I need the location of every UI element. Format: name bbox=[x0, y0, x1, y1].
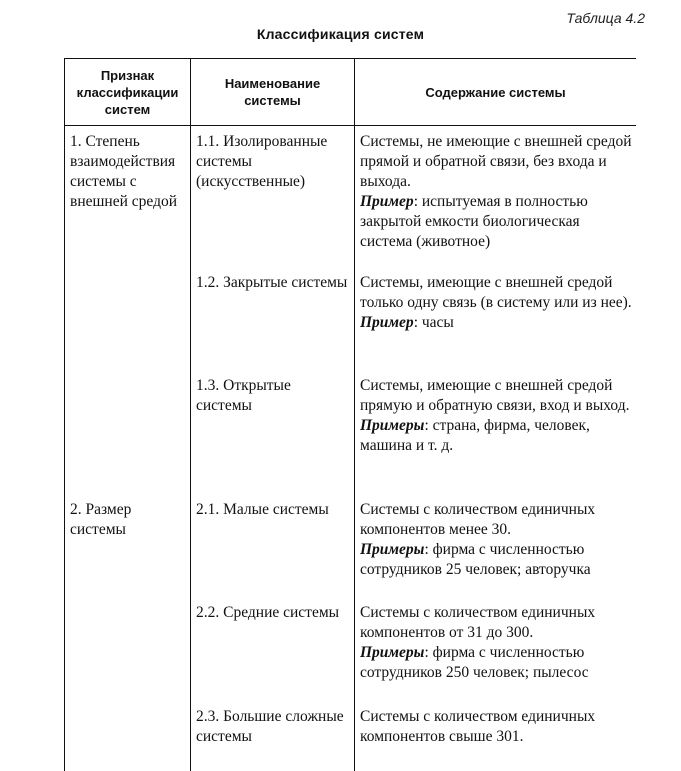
example-label: Примеры bbox=[360, 541, 425, 558]
classification-table bbox=[64, 58, 636, 771]
classification-table-container bbox=[64, 58, 636, 771]
system-description: Системы, имеющие с внешней средой только одну связь (в систему или из нее). bbox=[360, 274, 632, 311]
criterion-cell bbox=[65, 597, 191, 701]
table-title: Классификация систем bbox=[256, 26, 425, 42]
system-name-cell bbox=[191, 701, 355, 771]
system-content-cell bbox=[355, 126, 637, 268]
example-label: Пример bbox=[360, 314, 414, 331]
system-content-cell bbox=[355, 701, 637, 771]
example-label: Примеры bbox=[360, 417, 425, 434]
header-criterion: Признак классификации систем bbox=[65, 59, 191, 126]
system-name-text: 1.1. Изолированные системы (искусственные) bbox=[196, 133, 328, 190]
header-content: Содержание системы bbox=[355, 59, 637, 126]
table-row bbox=[65, 701, 637, 771]
system-name-cell bbox=[191, 126, 355, 268]
criterion-text bbox=[70, 701, 186, 707]
system-name-text: 2.2. Средние системы bbox=[196, 604, 340, 621]
system-name-text: 2.3. Большие сложные системы bbox=[196, 708, 344, 745]
table-row bbox=[65, 126, 637, 268]
example-label: Пример bbox=[360, 193, 414, 210]
system-name-cell bbox=[191, 267, 355, 370]
criterion-text: 1. Степень взаимодействия системы с внешней средой bbox=[70, 133, 178, 210]
system-content-cell bbox=[355, 370, 637, 494]
criterion-text: 2. Размер системы bbox=[70, 501, 132, 538]
system-name-text: 1.3. Открытые системы bbox=[196, 377, 291, 414]
example-text: : испытуемая в полностью закрытой емкости биологическая система (животное) bbox=[360, 193, 588, 250]
example-text: : фирма с численностью сотрудников 25 человек; авторучка bbox=[360, 541, 591, 578]
system-name-cell bbox=[191, 494, 355, 597]
criterion-cell bbox=[65, 126, 191, 268]
criterion-cell bbox=[65, 267, 191, 370]
criterion-cell bbox=[65, 701, 191, 771]
system-description: Системы с количеством единичных компонентов свыше 301. bbox=[360, 708, 596, 745]
criterion-text bbox=[70, 370, 186, 376]
table-number: Таблица 4.2 bbox=[566, 10, 645, 26]
criterion-cell bbox=[65, 494, 191, 597]
table-row bbox=[65, 597, 637, 701]
example-text: : часы bbox=[413, 314, 454, 331]
criterion-cell bbox=[65, 370, 191, 494]
system-description: Системы с количеством единичных компонентов от 31 до 300. bbox=[360, 604, 596, 641]
header-name: Наименование системы bbox=[191, 59, 355, 126]
system-name-text: 2.1. Малые системы bbox=[196, 501, 329, 518]
example-text: : страна, фирма, человек, машина и т. д. bbox=[360, 417, 590, 454]
system-content-cell bbox=[355, 267, 637, 370]
system-content-cell bbox=[355, 597, 637, 701]
example-text: : фирма с численностью сотрудников 250 человек; пылесос bbox=[360, 644, 589, 681]
criterion-text bbox=[70, 267, 186, 273]
table-row bbox=[65, 370, 637, 494]
table-row bbox=[65, 267, 637, 370]
system-description: Системы, не имеющие с внешней средой прямой и обратной связи, без входа и выхода. bbox=[360, 133, 632, 190]
table-header-row bbox=[65, 59, 637, 126]
criterion-text bbox=[70, 597, 186, 603]
system-description: Системы с количеством единичных компонентов менее 30. bbox=[360, 501, 596, 538]
system-name-cell bbox=[191, 370, 355, 494]
system-content-cell bbox=[355, 494, 637, 597]
system-name-cell bbox=[191, 597, 355, 701]
table-row bbox=[65, 494, 637, 597]
example-label: Примеры bbox=[360, 644, 425, 661]
system-description: Системы, имеющие с внешней средой прямую и обратную связи, вход и выход. bbox=[360, 377, 630, 414]
system-name-text: 1.2. Закрытые системы bbox=[196, 274, 348, 291]
